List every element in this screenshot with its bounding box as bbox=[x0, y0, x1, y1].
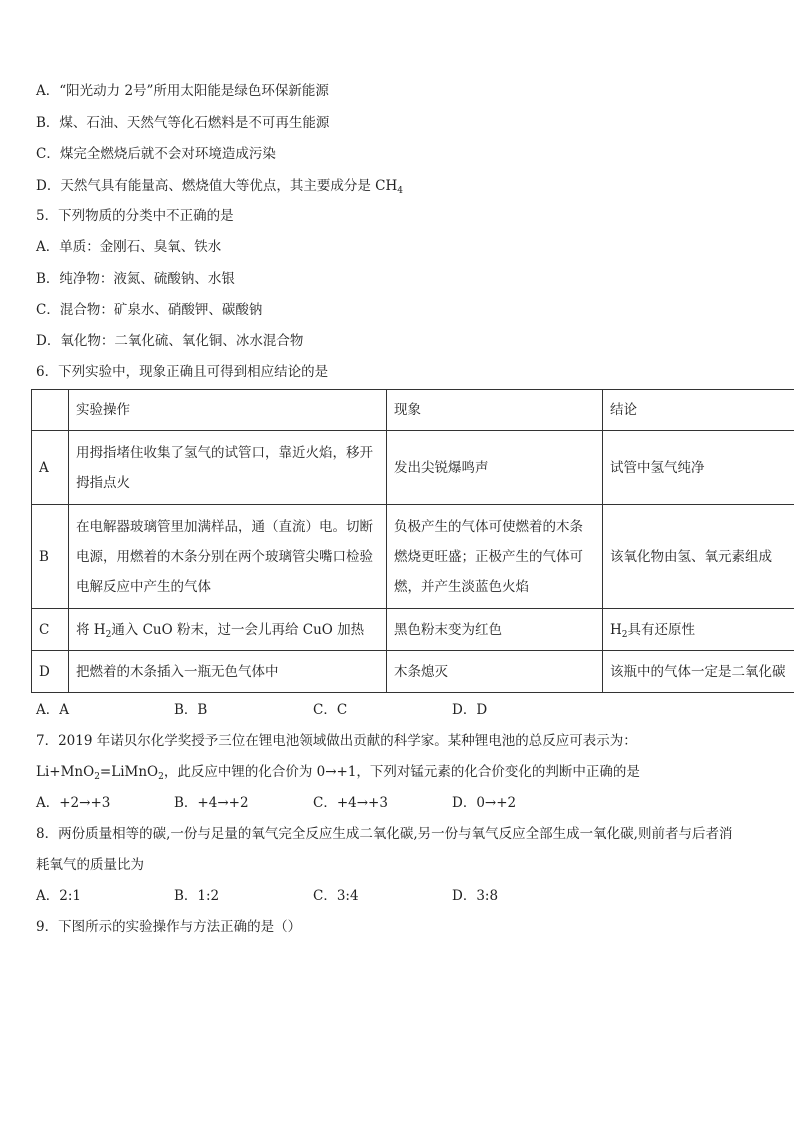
header-operation: 实验操作 bbox=[69, 390, 387, 431]
row-b-conclusion: 该氧化物由氢、氧元素组成 bbox=[603, 505, 794, 609]
q6-option-c: C．C bbox=[313, 702, 348, 718]
row-label-a: A bbox=[32, 431, 69, 505]
q9-stem: 9．下图所示的实验操作与方法正确的是（） bbox=[36, 919, 302, 935]
q4-option-a: A．“阳光动力 2号”所用太阳能是绿色环保新能源 bbox=[36, 83, 329, 99]
q5-stem: 5．下列物质的分类中不正确的是 bbox=[36, 208, 234, 224]
q7-formula-b: =LiMnO bbox=[99, 764, 159, 780]
row-d-conclusion: 该瓶中的气体一定是二氧化碳 bbox=[603, 651, 794, 693]
q8-option-a: A．2:1 bbox=[36, 888, 81, 904]
q4-option-d-text: D．天然气具有能量高、燃烧值大等优点，其主要成分是 CH bbox=[36, 178, 398, 194]
q5-option-b: B．纯净物：液氮、硫酸钠、水银 bbox=[36, 271, 235, 287]
q4-option-d-subscript: 4 bbox=[397, 186, 403, 196]
q5-option-c: C．混合物：矿泉水、硝酸钾、碳酸钠 bbox=[36, 302, 263, 318]
q7-line-1: 7．2019 年诺贝尔化学奖授予三位在锂电池领域做出贡献的科学家。某种锂电池的总反应可表示为： bbox=[36, 733, 637, 749]
row-c-conclusion bbox=[603, 609, 794, 651]
row-c-op-text-2: 通入 CuO 粉末，过一会儿再给 CuO 加热 bbox=[111, 621, 365, 638]
q8-option-d: D．3:8 bbox=[452, 888, 499, 904]
q8-option-c: C．3:4 bbox=[313, 888, 359, 904]
q7-formula-sub-2: 2 bbox=[158, 772, 164, 782]
q7-formula-sub-1: 2 bbox=[94, 772, 100, 782]
row-label-c: C bbox=[32, 609, 69, 651]
row-label-b: B bbox=[32, 505, 69, 609]
table-row bbox=[32, 651, 794, 693]
q6-option-b: B．B bbox=[174, 702, 208, 718]
q6-stem: 6．下列实验中，现象正确且可得到相应结论的是 bbox=[36, 364, 329, 380]
table-row bbox=[32, 505, 794, 609]
row-c-concl-subscript: 2 bbox=[621, 629, 628, 640]
table-row bbox=[32, 431, 794, 505]
q7-option-c: C．+4→+3 bbox=[313, 795, 388, 811]
q4-option-b: B．煤、石油、天然气等化石燃料是不可再生能源 bbox=[36, 115, 330, 131]
q6-option-a: A．A bbox=[36, 702, 69, 718]
q6-option-d: D．D bbox=[452, 702, 488, 718]
row-c-op-subscript: 2 bbox=[105, 629, 112, 640]
row-a-phenomenon: 发出尖锐爆鸣声 bbox=[387, 431, 603, 505]
q7-option-a: A．+2→+3 bbox=[36, 795, 111, 811]
q4-option-d bbox=[36, 177, 403, 195]
table-row bbox=[32, 609, 794, 651]
q5-option-d: D．氧化物：二氧化硫、氧化铜、冰水混合物 bbox=[36, 333, 304, 349]
q7-option-d: D．0→+2 bbox=[452, 795, 517, 811]
row-d-operation: 把燃着的木条插入一瓶无色气体中 bbox=[69, 651, 387, 693]
q8-line-2: 耗氧气的质量比为 bbox=[36, 857, 144, 873]
q7-line-2-text: ，此反应中锂的化合价为 0→+1，下列对锰元素的化合价变化的判断中正确的是 bbox=[163, 764, 640, 780]
row-b-operation: 在电解器玻璃管里加满样品，通（直流）电。切断电源，用燃着的木条分别在两个玻璃管尖嘴口检验电解反应中产生的气体 bbox=[69, 505, 387, 609]
row-c-concl-text-1: H bbox=[610, 621, 622, 638]
header-phenomenon: 现象 bbox=[387, 390, 603, 431]
row-a-conclusion: 试管中氢气纯净 bbox=[603, 431, 794, 505]
q8-line-1: 8．两份质量相等的碳,一份与足量的氧气完全反应生成二氧化碳,另一份与氧气反应全部生成一氧化碳,则前者与后者消 bbox=[36, 826, 733, 842]
q7-option-b: B．+4→+2 bbox=[174, 795, 249, 811]
q7-line-2 bbox=[36, 763, 640, 781]
row-label-d: D bbox=[32, 651, 69, 693]
table-header-row bbox=[32, 390, 794, 431]
q5-option-a: A．单质：金刚石、臭氧、铁水 bbox=[36, 239, 222, 255]
row-c-op-text-1: 将 H bbox=[76, 621, 106, 638]
header-conclusion: 结论 bbox=[603, 390, 794, 431]
row-a-operation: 用拇指堵住收集了氢气的试管口，靠近火焰，移开拇指点火 bbox=[69, 431, 387, 505]
q4-option-c: C．煤完全燃烧后就不会对环境造成污染 bbox=[36, 146, 276, 162]
row-d-phenomenon: 木条熄灭 bbox=[387, 651, 603, 693]
q6-table bbox=[31, 389, 794, 693]
header-blank bbox=[32, 390, 69, 431]
q7-formula-a: Li+MnO bbox=[36, 764, 95, 780]
row-c-concl-text-2: 具有还原性 bbox=[627, 621, 696, 638]
row-b-phenomenon: 负极产生的气体可使燃着的木条燃烧更旺盛；正极产生的气体可燃，并产生淡蓝色火焰 bbox=[387, 505, 603, 609]
row-c-phenomenon: 黑色粉末变为红色 bbox=[387, 609, 603, 651]
row-c-operation bbox=[69, 609, 387, 651]
q8-option-b: B．1:2 bbox=[174, 888, 220, 904]
